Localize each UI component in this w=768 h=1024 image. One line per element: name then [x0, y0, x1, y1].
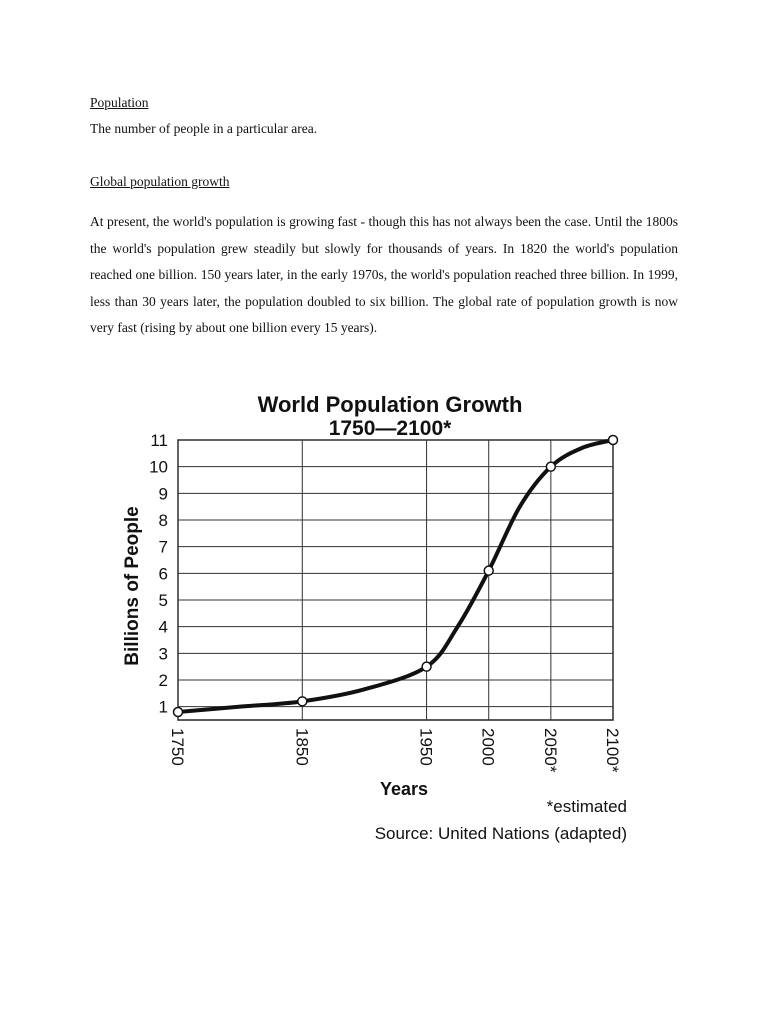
y-tick-label-8: 8: [158, 511, 168, 530]
x-tick-label-2050: 2050*: [540, 728, 560, 773]
heading-global-population-growth: Global population growth: [90, 174, 230, 189]
marker-1950: [422, 662, 431, 671]
x-tick-label-1850: 1850: [292, 728, 312, 766]
y-axis-label: Billions of People: [122, 506, 143, 666]
heading-population: Population: [90, 95, 149, 110]
y-tick-label-5: 5: [158, 591, 168, 610]
y-tick-label-10: 10: [149, 457, 168, 477]
marker-2050: [546, 462, 555, 471]
marker-1750: [174, 708, 183, 717]
marker-2100: [609, 436, 618, 445]
population-growth-paragraph: At present, the world's population is growing fast - though this has not always been the case. Until the 1800s the world's population grew steadily but slowly for thousands of years. In 1820 the world's population reached one billion. 150 years later, in the early 1970s, the world's population reached three billion. In 1999, less than 30 years later, the population doubled to six billion. The global rate of population growth is now very fast (rising by about one billion every 15 years).: [90, 214, 678, 336]
population-chart: [100, 380, 660, 850]
y-tick-label-9: 9: [158, 484, 168, 504]
document-body: [90, 94, 678, 342]
y-axis-ticks: [149, 431, 168, 717]
y-tick-label-4: 4: [158, 617, 168, 637]
y-tick-label-6: 6: [158, 564, 168, 584]
chart-source: Source: United Nations (adapted): [374, 824, 627, 843]
chart-footnote: *estimated: [546, 797, 627, 816]
y-tick-label-1: 1: [158, 697, 168, 717]
x-tick-label-1750: 1750: [168, 728, 187, 766]
marker-1850: [298, 697, 307, 706]
y-tick-label-11: 11: [150, 431, 168, 450]
population-definition: The number of people in a particular area.: [90, 121, 318, 136]
plot-frame: [178, 440, 613, 720]
population-series-line: [178, 440, 613, 712]
chart-title: World Population Growth: [257, 392, 523, 417]
population-chart-svg: [100, 380, 660, 850]
y-tick-label-3: 3: [158, 644, 168, 664]
x-tick-label-2100: 2100*: [603, 728, 622, 773]
x-tick-label-2000: 2000: [478, 728, 498, 766]
x-tick-label-1950: 1950: [416, 728, 436, 766]
x-axis-label: Years: [379, 779, 429, 799]
marker-2000: [484, 566, 493, 575]
y-tick-label-2: 2: [158, 671, 168, 690]
chart-grid: [178, 440, 613, 720]
x-axis-ticks: [168, 728, 622, 773]
y-tick-label-7: 7: [158, 537, 168, 557]
chart-subtitle: 1750—2100*: [328, 417, 452, 440]
